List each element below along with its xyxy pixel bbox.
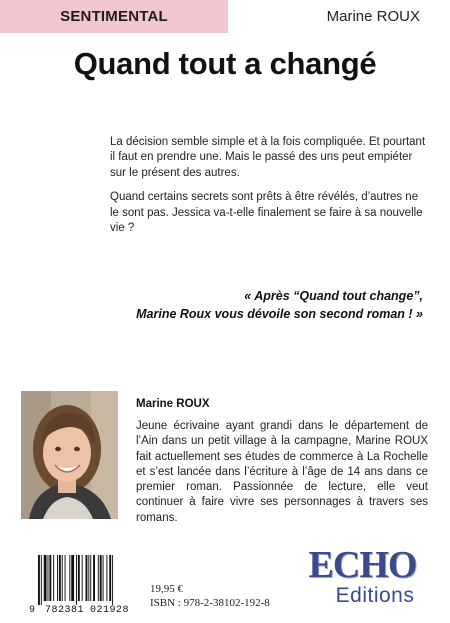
barcode-bar <box>59 555 61 601</box>
barcode-bar <box>44 555 47 601</box>
pull-quote-line-2: Marine Roux vous dévoile son second roman ! » <box>136 307 423 321</box>
barcode-bar <box>100 555 102 601</box>
barcode-bar <box>38 555 40 605</box>
barcode-bar <box>62 555 63 601</box>
barcode <box>29 553 135 607</box>
blurb-paragraph-2: Quand certains secrets sont prêts à être révélés, d’autres ne le sont pas. Jessica va-t-elle finalement se faire à sa nouvelle vie ? <box>110 191 423 235</box>
blurb <box>110 135 428 245</box>
author-photo <box>21 391 118 519</box>
book-title: Quand tout a changé <box>73 46 377 81</box>
barcode-bar <box>48 555 49 601</box>
barcode-bar <box>82 555 83 601</box>
barcode-bar <box>71 555 74 601</box>
genre-label: SENTIMENTAL <box>60 8 168 25</box>
barcode-bar <box>86 555 88 601</box>
author-name-top: Marine ROUX <box>326 8 420 25</box>
publisher-logo-editions: Editions <box>335 584 415 607</box>
pull-quote-line-1: « Après “Quand tout change”, <box>244 289 423 303</box>
barcode-bar <box>109 555 111 601</box>
barcode-bar <box>53 555 54 601</box>
bio-author-name: Marine ROUX <box>136 398 210 410</box>
publisher-logo-echo: ECHO <box>308 544 417 586</box>
barcode-bar <box>76 555 77 605</box>
barcode-bar <box>78 555 80 601</box>
barcode-lead-digit: 9 <box>29 605 36 616</box>
price: 19,95 € <box>150 583 183 595</box>
barcode-bar <box>57 555 58 601</box>
barcode-bar <box>69 555 70 601</box>
barcode-group-1: 782381 <box>45 605 85 616</box>
isbn: ISBN : 978-2-38102-192-8 <box>150 597 270 609</box>
barcode-bar <box>90 555 91 601</box>
author-portrait-illustration <box>21 391 118 519</box>
barcode-group-2: 021928 <box>90 605 130 616</box>
barcode-bar <box>93 555 95 601</box>
barcode-number <box>29 605 135 616</box>
barcode-bar <box>65 555 66 601</box>
barcode-bar <box>106 555 107 601</box>
barcode-bar <box>49 555 51 601</box>
barcode-bar <box>112 555 113 605</box>
barcode-bar <box>41 555 42 605</box>
bio-text: Jeune écrivaine ayant grandi dans le département de l’Ain dans un petit village à la campagne, Marine ROUX fait actuellement ses études de commerce à La Rochelle et s’est lancée dans l’écriture à l’âge de 14 ans dans ce premier roman. Passionnée de lecture, elle veut continuer à faire vivre ses personnages à travers ses romans. <box>136 420 428 524</box>
barcode-bar <box>98 555 99 601</box>
blurb-paragraph-1: La décision semble simple et à la fois compliquée. Et pourtant il faut en prendre une. Mais le passé des uns peut empiéter sur le présent des autres. <box>110 136 426 179</box>
barcode-bar <box>88 555 89 601</box>
barcode-bar <box>103 555 104 601</box>
pull-quote <box>83 287 423 323</box>
